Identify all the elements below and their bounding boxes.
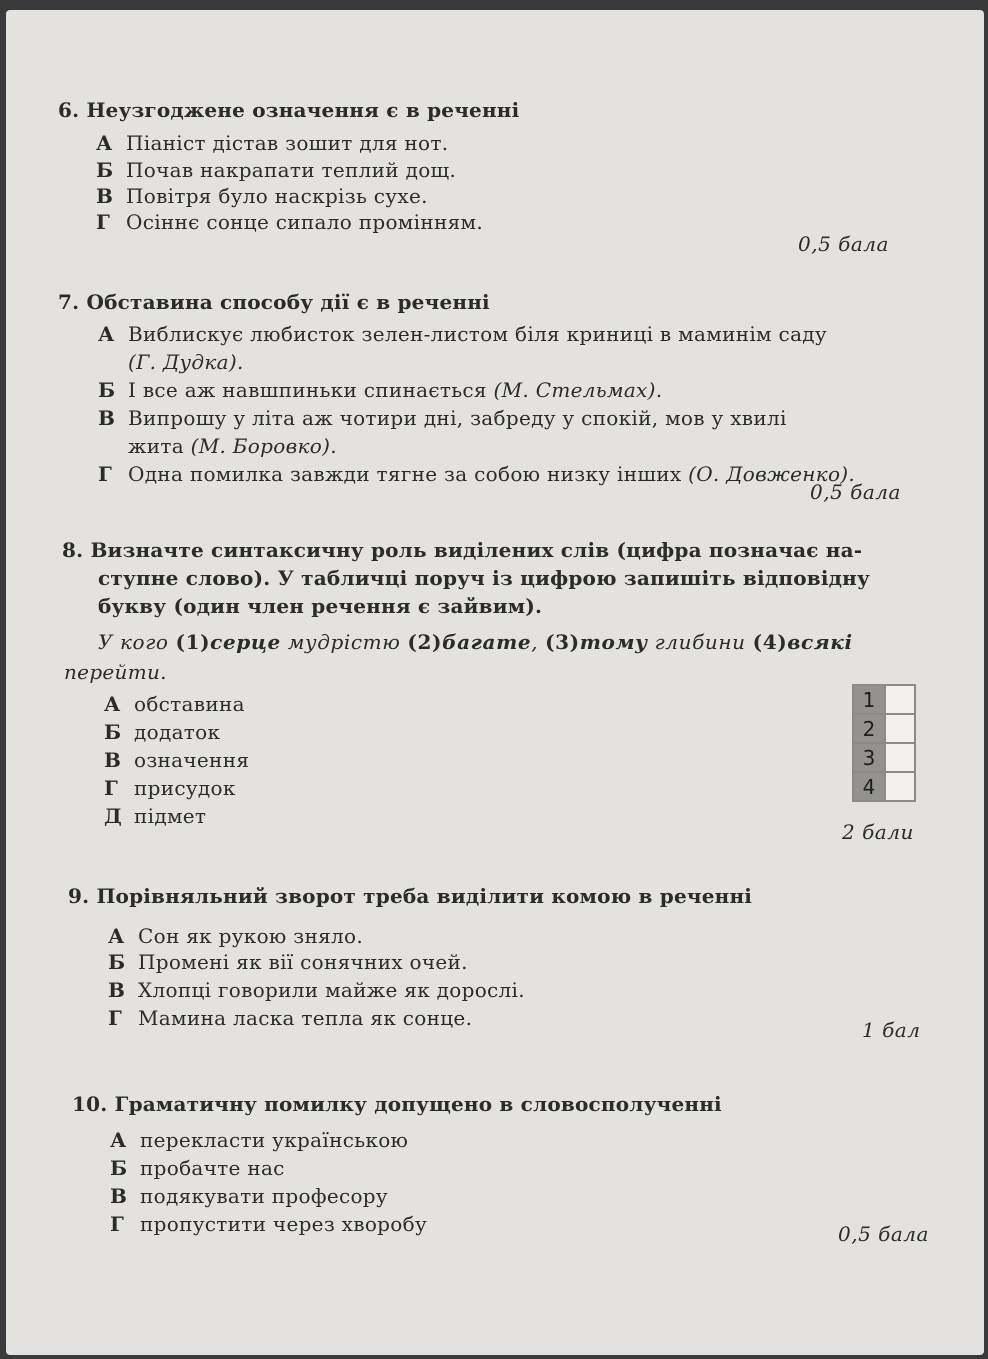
option-a: А Піаніст дістав зошит для нот. xyxy=(96,131,449,155)
answer-box[interactable] xyxy=(885,743,915,772)
option-a: А Сон як рукою зняло. xyxy=(108,924,364,948)
option-v: В Випрошу у літа аж чотири дні, забреду у спокій, мов у хвилі xyxy=(98,406,787,430)
question-8-title-line-3: букву (один член речення є зайвим). xyxy=(98,594,543,618)
option-b: Б І все аж навшпиньки спинається (М. Стельмах). xyxy=(98,378,663,402)
option-b: Б пробачте нас xyxy=(110,1156,285,1180)
question-7-score: 0,5 бала xyxy=(810,480,901,504)
question-9-score: 1 бал xyxy=(862,1018,921,1042)
option-a: А перекласти українською xyxy=(110,1128,409,1152)
option-a: А Виблискує любисток зелен-листом біля криниці в маминім саду xyxy=(98,322,827,346)
answer-row xyxy=(853,743,915,772)
sentence-line-2: перейти. xyxy=(64,660,167,684)
question-7-title: 7. Обставина способу дії є в реченні xyxy=(58,290,490,314)
option-v: В подякувати професору xyxy=(110,1184,388,1208)
test-page xyxy=(6,10,984,1355)
question-10-title: 10. Граматичну помилку допущено в словосполученні xyxy=(72,1092,722,1116)
option-v: В означення xyxy=(104,748,250,772)
option-h: Г присудок xyxy=(104,776,236,800)
option-a: А обставина xyxy=(104,692,245,716)
option-h: Г Осіннє сонце сипало промінням. xyxy=(96,210,484,234)
option-v: В Повітря було наскрізь сухе. xyxy=(96,184,428,208)
answer-number: 3 xyxy=(853,743,885,772)
answer-row xyxy=(853,772,915,801)
answer-number: 1 xyxy=(853,685,885,714)
option-h: Г Мамина ласка тепла як сонце. xyxy=(108,1006,473,1030)
answer-row xyxy=(853,685,915,714)
answer-box[interactable] xyxy=(885,685,915,714)
option-d: Д підмет xyxy=(104,804,207,828)
question-6-title: 6. Неузгоджене означення є в реченні xyxy=(58,98,520,122)
question-8-title-line-2: ступне слово). У табличці поруч із цифрою запишіть відповідну xyxy=(98,566,870,590)
option-b: Б Почав накрапати теплий дощ. xyxy=(96,158,457,182)
option-b: Б Промені як вії сонячних очей. xyxy=(108,950,468,974)
question-8-score: 2 бали xyxy=(842,820,914,844)
answer-number: 4 xyxy=(853,772,885,801)
answer-box[interactable] xyxy=(885,714,915,743)
answer-number: 2 xyxy=(853,714,885,743)
sentence-line-1: У кого (1)серце мудрістю (2)багате, (3)тому глибини (4)всякі xyxy=(98,630,853,654)
option-h: Г пропустити через хворобу xyxy=(110,1212,428,1236)
option-v-continuation: жита (М. Боровко). xyxy=(128,434,337,458)
question-6-score: 0,5 бала xyxy=(798,232,889,256)
option-a-author: (Г. Дудка). xyxy=(128,350,244,374)
answer-grid xyxy=(852,684,916,802)
answer-row xyxy=(853,714,915,743)
option-h: Г Одна помилка завжди тягне за собою низку інших (О. Довженко). xyxy=(98,462,856,486)
option-b: Б додаток xyxy=(104,720,221,744)
question-8-title-line-1: 8. Визначте синтаксичну роль виділених слів (цифра позначає на- xyxy=(62,538,863,562)
option-v: В Хлопці говорили майже як дорослі. xyxy=(108,978,525,1002)
question-9-title: 9. Порівняльний зворот треба виділити комою в реченні xyxy=(68,884,753,908)
answer-box[interactable] xyxy=(885,772,915,801)
question-10-score: 0,5 бала xyxy=(838,1222,929,1246)
